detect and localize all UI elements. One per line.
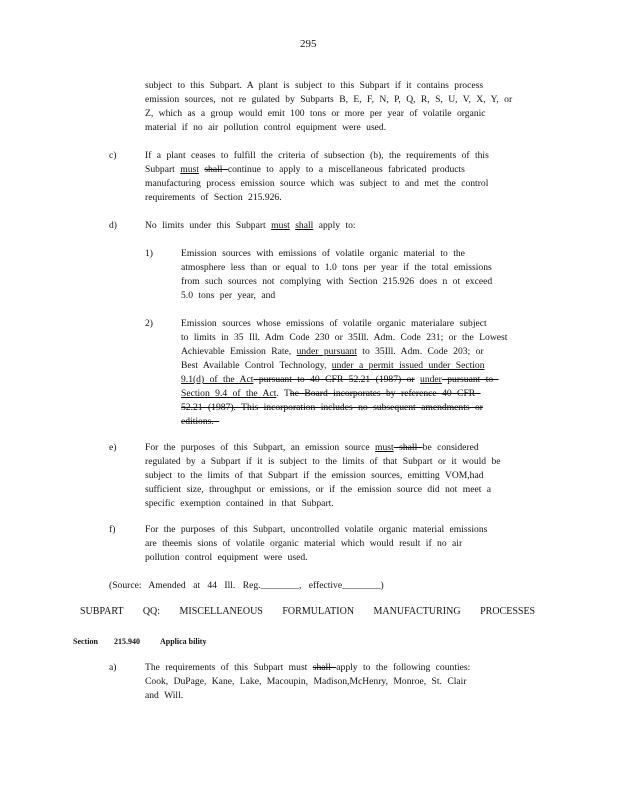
text-line: Emission sources with emissions of volatile organic material to the (181, 248, 465, 259)
deleted-text: shall (312, 662, 337, 673)
text-line: Z, which as a group would emit 100 tons or more per year of volatile organic (145, 108, 486, 119)
deleted-text: shall (204, 164, 228, 175)
item-label: 1) (145, 248, 153, 259)
inserted-text: shall (295, 220, 314, 231)
text-line (181, 416, 219, 428)
deleted-text: pursuant to (441, 374, 499, 385)
deleted-text: 52.21 (1987). This incorporation includes no subsequent amendments or (181, 402, 483, 413)
text-line: material if no air pollution control equipment were used. (145, 122, 387, 133)
deleted-text: he Board incorporates by reference 40 CFR (289, 388, 481, 399)
text-line: atmosphere less than or equal to 1.0 tons per year if the total emissions (181, 262, 492, 273)
deleted-text: shall (393, 442, 423, 453)
text-line: Section 9.4 of the Act. The Board incorporates by reference 40 CFR (181, 388, 481, 399)
text-line (181, 402, 483, 414)
text-line: manufacturing process emission source which was subject to and met the control (145, 178, 489, 189)
inserted-text: Section 9.4 of the Act (181, 388, 277, 399)
inserted-text: must (180, 164, 199, 175)
inserted-text: under pursuant (296, 346, 357, 357)
text-line: subject to this Subpart. A plant is subject to this Subpart if it contains process (145, 80, 484, 91)
text-line: For the purposes of this Subpart, an emission source must shall be considered (145, 442, 479, 453)
text-line: to limits in 35 Ill. Adm Code 230 or 35Ill. Adm. Code 231; or the Lowest (181, 332, 508, 343)
inserted-text: must (271, 220, 290, 231)
subpart-heading: SUBPART QQ: MISCELLANEOUS FORMULATION MANUFACTURING PROCESSES (80, 606, 536, 617)
section-label: Section (73, 637, 98, 646)
text-line: Emission sources whose emissions of volatile organic materialare subject (181, 318, 487, 329)
inserted-text: under (420, 374, 442, 385)
item-label: e) (109, 442, 117, 453)
item-label: c) (109, 150, 117, 161)
deleted-text: pursuant to 40 CFR 52.21 (1987) or (253, 374, 415, 385)
text-line: Cook, DuPage, Kane, Lake, Macoupin, Madison,McHenry, Monroe, St. Clair (145, 676, 467, 687)
item-label: d) (109, 220, 117, 231)
deleted-text: editions. (181, 416, 220, 427)
text-line: specific exemption contained in that Subpart. (145, 498, 334, 509)
text-line: No limits under this Subpart must shall apply to: (145, 220, 356, 231)
text-line: regulated by a Subpart if it is subject to the limits of that Subpart or it would be (145, 456, 501, 467)
text-line: requirements of Section 215.926. (145, 192, 282, 203)
text-line: emission sources, not re gulated by Subparts B, E, F, N, P, Q, R, S, U, V, X, Y, or (145, 94, 513, 105)
item-label: 2) (145, 318, 153, 329)
text-line: pollution control equipment were used. (145, 552, 308, 563)
text-line: Subpart must shall continue to apply to a miscellaneous fabricated products (145, 164, 465, 175)
item-label: f) (109, 524, 116, 535)
page-number: 295 (300, 38, 317, 50)
section-number: 215.940 (114, 637, 140, 646)
text-line: The requirements of this Subpart must shall apply to the following counties: (145, 662, 471, 673)
inserted-text: 9.1(d) of the Act (181, 374, 254, 385)
item-label: a) (109, 662, 117, 673)
text-line: sufficient size, throughput or emissions, or if the emission source did not meet a (145, 484, 492, 495)
inserted-text: under a permit issued under Section (331, 360, 485, 371)
text-line: are theemis sions of volatile organic material which would result if no air (145, 538, 463, 549)
text-line: subject to the limits of that Subpart if the emission sources, emitting VOM,had (145, 470, 484, 481)
text-line: and Will. (145, 690, 184, 701)
text-line: For the purposes of this Subpart, uncontrolled volatile organic material emissions (145, 524, 488, 535)
section-title: Applica bility (160, 637, 207, 646)
text-line: Best Available Control Technology, under a permit issued under Section (181, 360, 485, 371)
inserted-text: must (375, 442, 394, 453)
text-line: If a plant ceases to fulfill the criteria of subsection (b), the requirements of this (145, 150, 489, 161)
text-line: from such sources not complying with Section 215.926 does n ot exceed (181, 276, 493, 287)
source-note: (Source: Amended at 44 Ill. Reg.________, effective________) (109, 580, 384, 591)
text-line: Achievable Emission Rate, under pursuant to 35Ill. Adm. Code 203; or (181, 346, 484, 357)
text-line (181, 374, 499, 386)
text-line: 5.0 tons per year, and (181, 290, 276, 301)
